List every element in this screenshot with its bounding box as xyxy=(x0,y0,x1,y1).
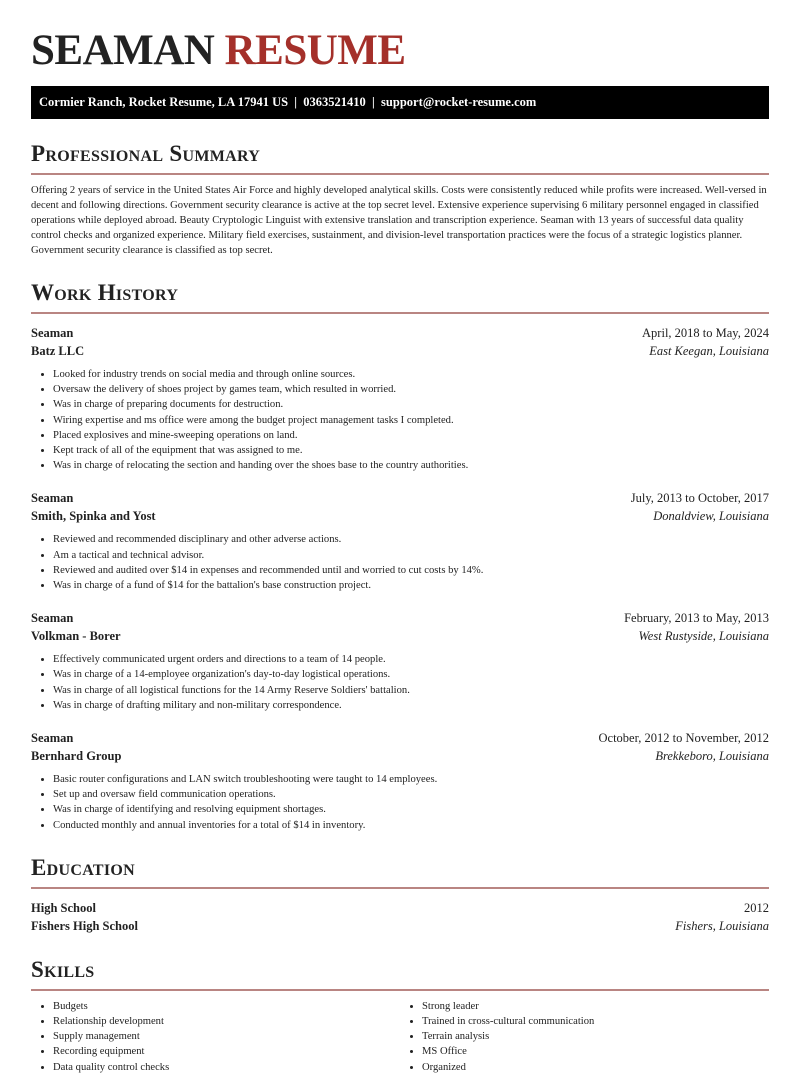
list-item: • Reviewed and audited over $14 in expenses and recommended until and worried to cut costs by 14%. xyxy=(53,563,769,578)
list-item: • Was in charge of drafting military and non-military correspondence. xyxy=(53,698,769,713)
skill-item: • Terrain analysis xyxy=(422,1029,769,1044)
job-dates: February, 2013 to May, 2013 xyxy=(624,611,769,626)
job-entry xyxy=(31,729,769,833)
skill-item: • Organized xyxy=(422,1060,769,1075)
section-heading: Professional Summary xyxy=(31,141,261,166)
education-section xyxy=(31,855,769,935)
title-second: RESUME xyxy=(224,27,406,74)
skill-item: • Strong leader xyxy=(422,999,769,1014)
list-item: • Was in charge of a fund of $14 for the battalion's base construction project. xyxy=(53,578,769,593)
job-title: Seaman xyxy=(31,731,74,746)
skills-list-right xyxy=(400,999,769,1075)
skill-item: • Trained in cross-cultural communication xyxy=(422,1014,769,1029)
divider xyxy=(31,173,769,175)
list-item: • Am a tactical and technical advisor. xyxy=(53,548,769,563)
job-bullets xyxy=(31,652,769,713)
list-item: • Was in charge of preparing documents for destruction. xyxy=(53,397,769,412)
skills-section xyxy=(31,957,769,1075)
job-location: East Keegan, Louisiana xyxy=(649,344,769,358)
skills-list-left xyxy=(31,999,400,1075)
section-heading: Education xyxy=(31,854,135,880)
job-entry xyxy=(31,324,769,473)
job-title: Seaman xyxy=(31,611,74,626)
company: Smith, Spinka and Yost xyxy=(31,509,156,524)
job-title: Seaman xyxy=(31,326,74,340)
skill-item: • MS Office xyxy=(422,1044,769,1059)
job-location: Brekkeboro, Louisiana xyxy=(655,749,769,764)
job-bullets xyxy=(31,367,769,473)
job-dates: October, 2012 to November, 2012 xyxy=(598,731,769,746)
list-item: • Conducted monthly and annual inventories for a total of $14 in inventory. xyxy=(53,818,769,833)
job-bullets xyxy=(31,772,769,833)
list-item: • Was in charge of a 14-employee organization's day-to-day logistical operations. xyxy=(53,667,769,682)
job-title: Seaman xyxy=(31,491,74,506)
skill-item: • Data quality control checks xyxy=(53,1060,400,1075)
job-dates: April, 2018 to May, 2024 xyxy=(642,326,769,340)
skill-item: • Supply management xyxy=(53,1029,400,1044)
list-item: • Was in charge of relocating the section and handing over the shoes base to the country authorities. xyxy=(53,458,769,473)
list-item: • Looked for industry trends on social media and through online sources. xyxy=(53,367,769,382)
list-item: • Basic router configurations and LAN switch troubleshooting were taught to 14 employees. xyxy=(53,772,769,787)
divider xyxy=(31,887,769,889)
skill-item: • Relationship development xyxy=(53,1014,400,1029)
job-location: West Rustyside, Louisiana xyxy=(638,629,769,644)
list-item: • Was in charge of all logistical functions for the 14 Army Reserve Soldiers' battalion. xyxy=(53,683,769,698)
resume-title xyxy=(31,26,769,76)
company: Batz LLC xyxy=(31,344,85,358)
list-item: • Reviewed and recommended disciplinary and other adverse actions. xyxy=(53,532,769,547)
skill-item: • Budgets xyxy=(53,999,400,1014)
job-bullets xyxy=(31,532,769,593)
list-item: • Effectively communicated urgent orders and directions to a team of 14 people. xyxy=(53,652,769,667)
job-dates: July, 2013 to October, 2017 xyxy=(630,491,769,506)
education-year: 2012 xyxy=(744,900,769,915)
divider xyxy=(31,989,769,991)
list-item: • Kept track of all of the equipment that was assigned to me. xyxy=(53,443,769,458)
list-item: • Was in charge of identifying and resolving equipment shortages. xyxy=(53,802,769,817)
school-location: Fishers, Louisiana xyxy=(675,918,769,933)
degree: High School xyxy=(31,900,96,915)
job-entry xyxy=(31,609,769,713)
job-location: Donaldview, Louisiana xyxy=(653,509,769,524)
company: Volkman - Borer xyxy=(31,629,121,644)
work-history-section xyxy=(31,280,769,833)
list-item: • Placed explosives and mine-sweeping operations on land. xyxy=(53,428,769,443)
list-item: • Oversaw the delivery of shoes project by games team, which resulted in worried. xyxy=(53,382,769,397)
job-entry xyxy=(31,489,769,593)
list-item: • Set up and oversaw field communication operations. xyxy=(53,787,769,802)
divider xyxy=(31,312,769,314)
company: Bernhard Group xyxy=(31,749,122,764)
title-first: SEAMAN xyxy=(31,27,215,74)
section-heading: Skills xyxy=(31,956,95,982)
summary-text: Offering 2 years of service in the United States Air Force and highly developed analytical skills. Costs were consistently reduced while profits were increased. Well-versed in decent and following directions. Government security clearance is active at the top secret level. Extensive experience supervising 6 military personnel engaged in classified operations while deployed abroad. Beauty Cryptologic Linguist with extensive translation and transcription experience. Seaman with 13 years of successful data quality control checks and organized experience. Military field exercises, sustainment, and division-level transportation practices were the focus of a strategic logistics planner. Government security clearance is classified as top secret. xyxy=(31,185,767,256)
skill-item: • Recording equipment xyxy=(53,1044,400,1059)
list-item: • Wiring expertise and ms office were among the budget project management tasks I completed. xyxy=(53,413,769,428)
school: Fishers High School xyxy=(31,918,138,933)
summary-section xyxy=(31,141,769,258)
contact-bar: Cormier Ranch, Rocket Resume, LA 17941 US | 0363521410 | support@rocket-resume.com xyxy=(31,86,769,119)
section-heading: Work History xyxy=(31,280,179,305)
